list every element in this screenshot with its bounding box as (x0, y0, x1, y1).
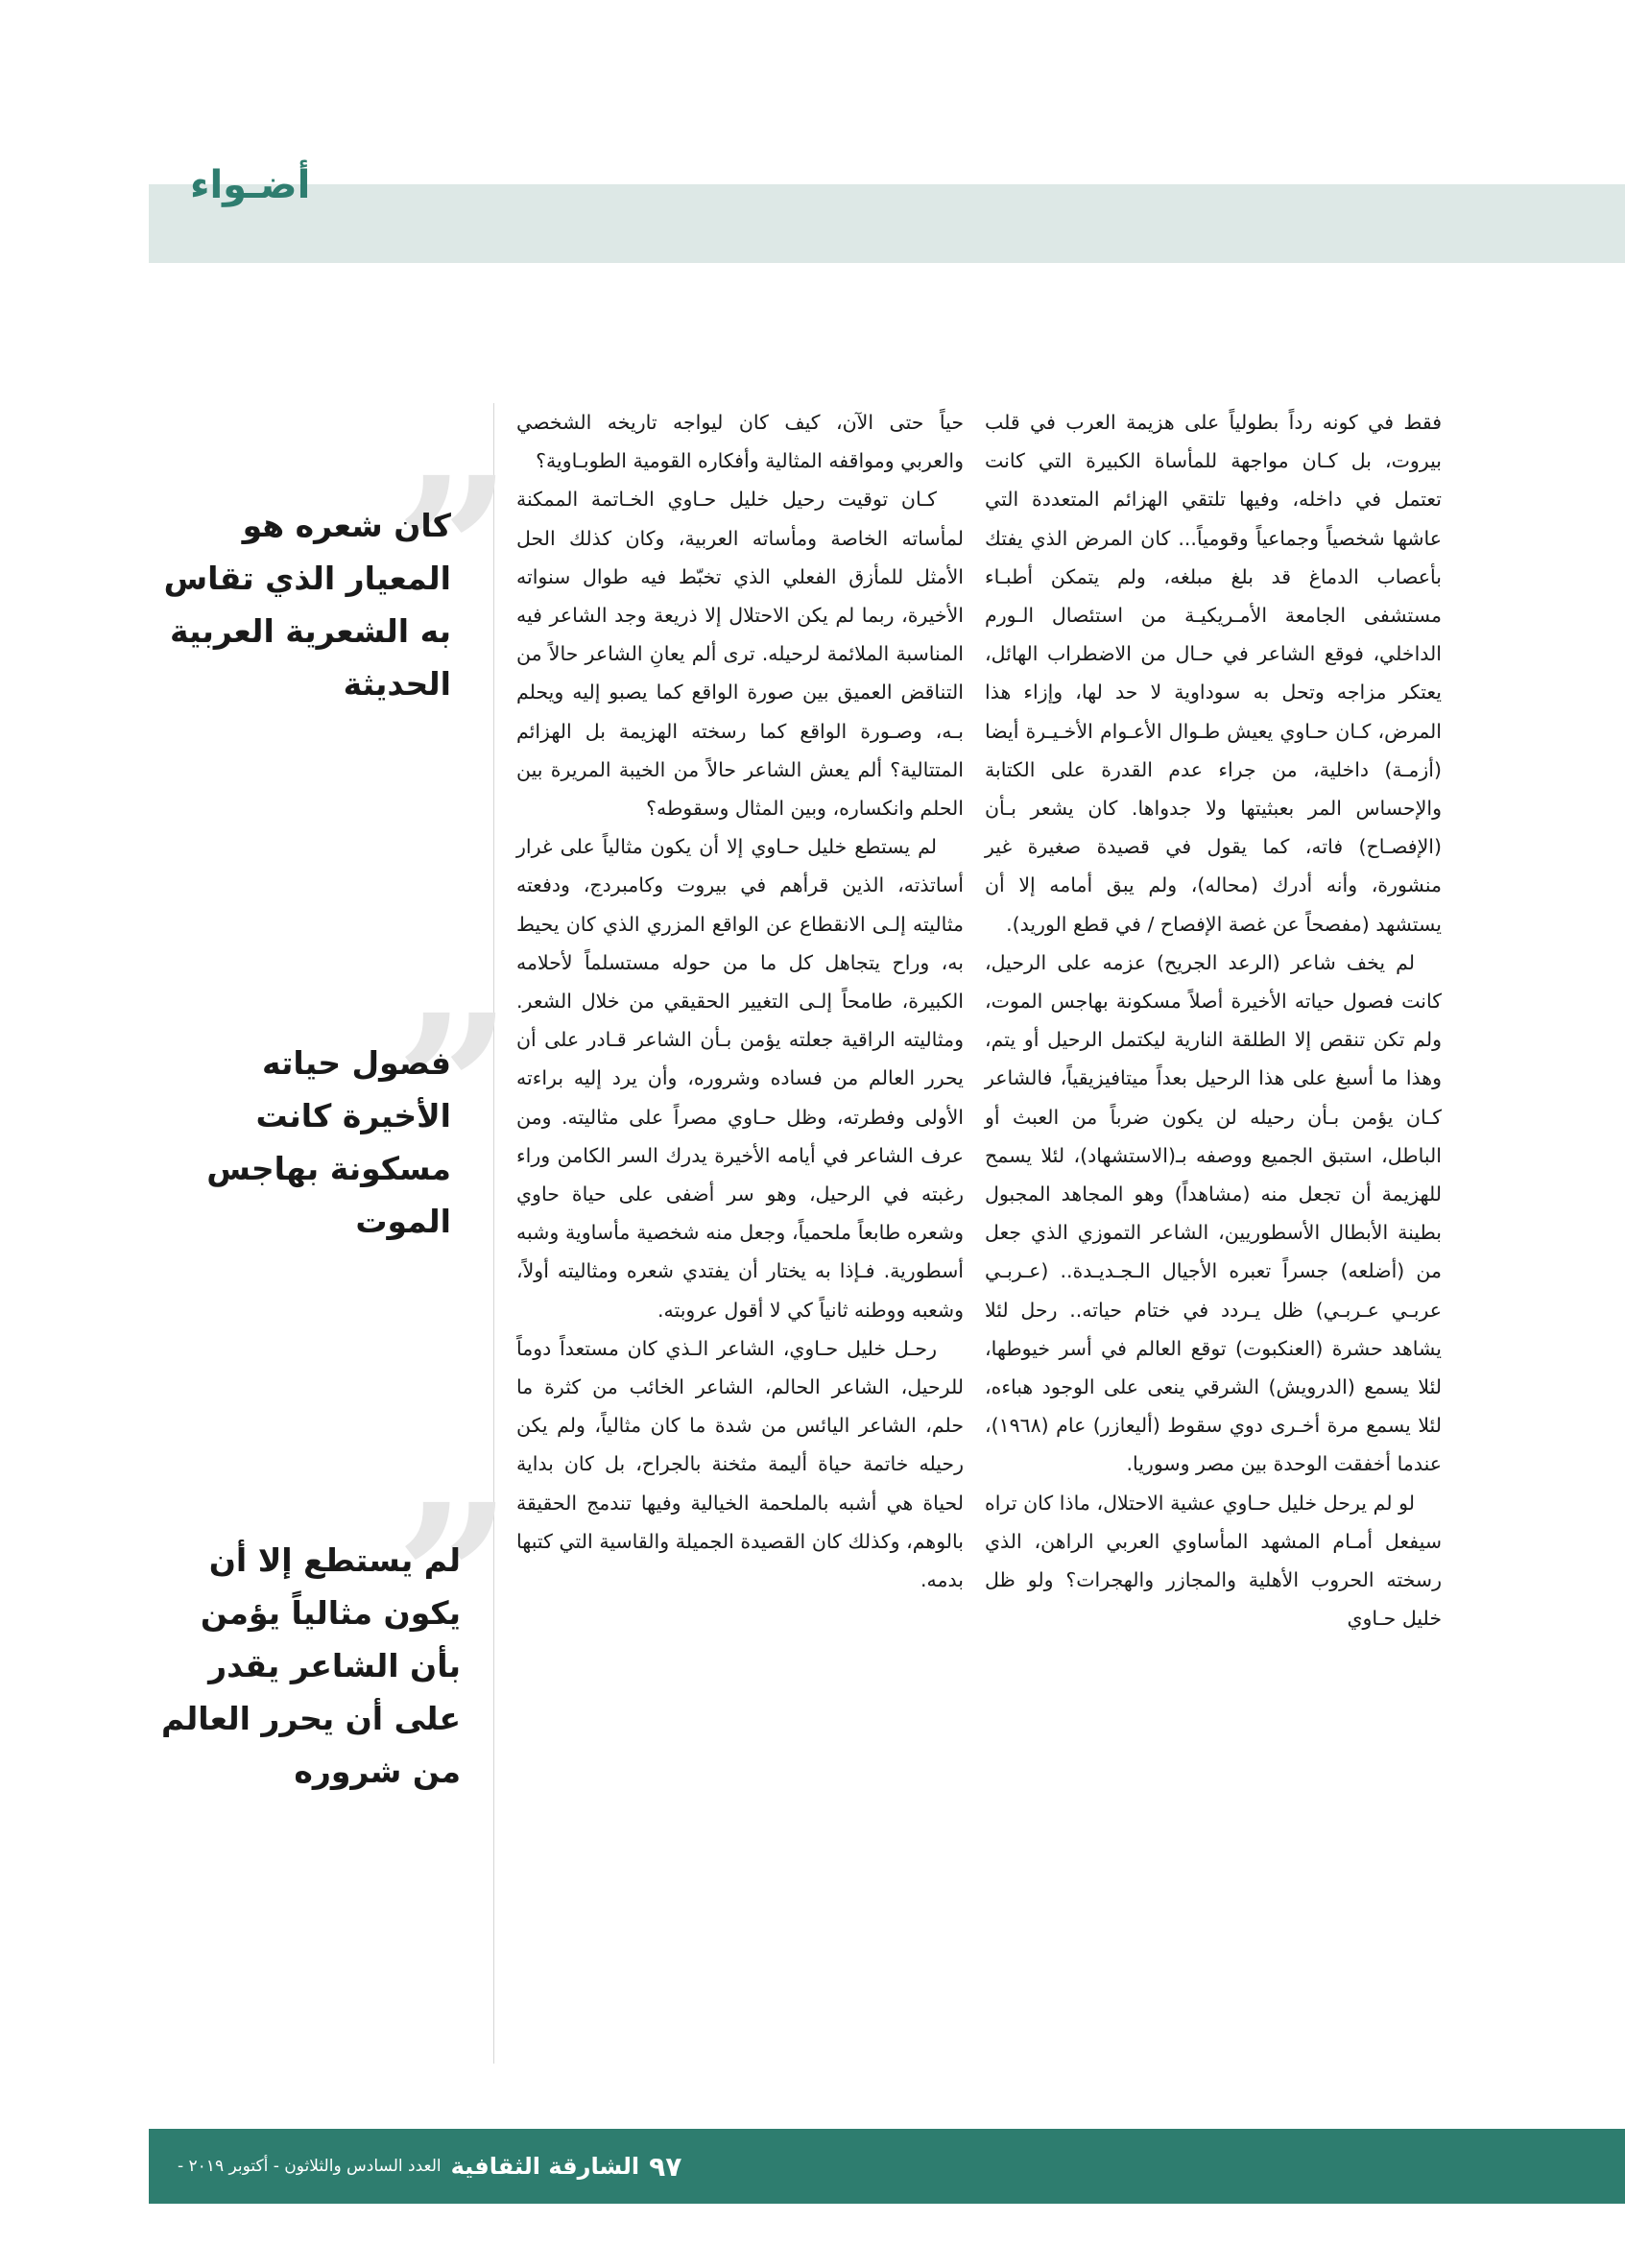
footer (178, 2142, 681, 2190)
magazine-logo: الشارقة الثقافية (450, 2153, 640, 2180)
quote-mark-icon: ” (395, 970, 512, 1207)
pull-quote-2: فصول حياته الأخيرة كانت مسكونة بهاجس الموت (206, 1044, 451, 1240)
paragraph: لو لم يرحل خليل حـاوي عشية الاحتلال، ماذا كان تراه سيفعل أمـام المشهد المأساوي العربي الراهن، الذي رسخته الحروب الأهلية والمجازر والهجرات؟ ولو ظل خليل حـاوي (985, 1491, 1442, 1631)
paragraph: فقط في كونه رداً بطولياً على هزيمة العرب في قلب بيروت، بل كـان مواجهة للمأساة الكبيرة التي كانت تعتمل في داخله، وفيها تلتقي الهزائم المتعددة التي عاشها شخصياً وجماعياً وقومياً... كان المرض الذي يفتك بأعصاب الدماغ قد بلغ مبلغه، ولم يتمكن أطبـاء مستشفى الجامعة الأمـريكيـة من استئصال الـورم الداخلي، فوقع الشاعر في حـال من الاضطراب الهائل، يعتكر مزاجه وتحل به سوداوية لا حد لها، وإزاء هذا المرض، كـان حـاوي يعيش طـوال الأعـوام الأخـيـرة أيضا (أزمـة) داخلية، من جراء عدم القدرة على الكتابة والإحساس المر بعبثيتها ولا جدواها. كان يشعر بـأن (الإفصـاح) فاته، كما يقول في قصيدة صغيرة غير منشورة، وأنه أدرك (محاله)، ولم يبق أمامه إلا أن يستشهد (مفصحاً عن غصة الإفصاح / في قطع الوريد). (985, 411, 1442, 936)
article-column-middle (516, 403, 964, 1599)
pull-quote-1: كان شعره هو المعيار الذي تقاس به الشعرية العربية الحديثة (163, 507, 451, 703)
quote-mark-icon: ” (395, 433, 512, 670)
paragraph: كـان توقيت رحيل خليل حـاوي الخـاتمة الممكنة لمأساته الخاصة ومأساته العربية، وكان كذلك الحل الأمثل للمأزق الفعلي الذي تخبّط فيه طوال سنواته الأخيرة، ربما لم يكن الاحتلال إلا ذريعة وجد الشاعر فيه المناسبة الملائمة لرحيله. ترى ألم يعانِ الشاعر حالاً من التناقض العميق بين صورة الواقع كما يصبو إليه ويحلم بـه، وصـورة الواقع كما رسخته الهزيمة بل الهزائم المتتالية؟ ألم يعش الشاعر حالاً من الخيبة المريرة بين الحلم وانكساره، وبين المثال وسقوطه؟ (516, 488, 964, 821)
issue-info: العدد السادس والثلاثون - أكتوبر ٢٠١٩ - (178, 2157, 442, 2176)
pull-quote-3: لم يستطع إلا أن يكون مثالياً يؤمن بأن الشاعر يقدر على أن يحرر العالم من شروره (160, 1541, 461, 1790)
section-title: أضـواء (190, 163, 311, 207)
paragraph: لم يستطع خليل حـاوي إلا أن يكون مثالياً على غرار أساتذته، الذين قرأهم في بيروت وكامبردج، ودفعته مثاليته إلـى الانقطاع عن الواقع المزري الذي كان يحيط به، وراح يتجاهل كل ما من حوله مستسلماً لأحلامه الكبيرة، طامحاً إلـى التغيير الحقيقي من خلال الشعر. ومثاليته الراقية جعلته يؤمن بـأن الشاعر قـادر على أن يحرر العالم من فساده وشروره، وأن يرد إليه براءته الأولى وفطرته، وظل حـاوي مصراً على مثاليته. ومن عرف الشاعر في أيامه الأخيرة يدرك السر الكامن وراء رغبته في الرحيل، وهو سر أضفى على حياة حاوي وشعره طابعاً ملحمياً، وجعل منه شخصية مأساوية وشبه أسطورية. فـإذا به يختار أن يفتدي شعره ومثاليته أولاً، وشعبه ووطنه ثانياً كي لا أقول عروبته. (516, 835, 964, 1322)
page-number: ٩٧ (649, 2150, 682, 2183)
article-column-right (985, 403, 1442, 1638)
paragraph: رحـل خليل حـاوي، الشاعر الـذي كان مستعداً دوماً للرحيل، الشاعر الحالم، الشاعر الخائب من كثرة ما حلم، الشاعر اليائس من شدة ما كان مثالياً، ولم يكن رحيله خاتمة حياة أليمة مثخنة بالجراح، بل كان بداية لحياة هي أشبه بالملحمة الخيالية وفيها تندمج الحقيقة بالوهم، وكذلك كان القصيدة الجميلة والقاسية التي كتبها بدمه. (516, 1336, 964, 1592)
paragraph: حياً حتى الآن، كيف كان ليواجه تاريخه الشخصي والعربي ومواقفه المثالية وأفكاره القومية الطوبـاوية؟ (516, 411, 964, 473)
section-header-band (149, 184, 1625, 263)
paragraph: لم يخف شاعر (الرعد الجريح) عزمه على الرحيل، كانت فصول حياته الأخيرة أصلاً مسكونة بهاجس الموت، ولم تكن تنقص إلا الطلقة النارية ليكتمل الرحيل أو يتم، وهذا ما أسبغ على هذا الرحيل بعداً ميتافيزيقياً، فالشاعر كـان يؤمن بـأن رحيله لن يكون ضرباً من العبث أو الباطل، استبق الجميع ووصفه بـ(الاستشهاد)، لئلا يسمح للهزيمة أن تجعل منه (مشاهداً) وهو المجاهد المجبول بطينة الأبطال الأسطوريين، الشاعر التموزي الذي جعل من (أضلعه) جسراً تعبره الأجيال الـجـديـدة.. (عـربـي عربـي عـربـي) ظل يـردد في ختام حياته.. رحل لئلا يشاهد حشرة (العنكبوت) توقع العالم في أسر خيوطها، لئلا يسمع (الدرويش) الشرقي ينعى على الوجود هباءه، لئلا يسمع مرة أخـرى دوي سقوط (أليعازر) عام (١٩٦٨)، عندما أخفقت الوحدة بين مصر وسوريا. (985, 950, 1442, 1476)
quote-mark-icon: ” (395, 1460, 512, 1697)
